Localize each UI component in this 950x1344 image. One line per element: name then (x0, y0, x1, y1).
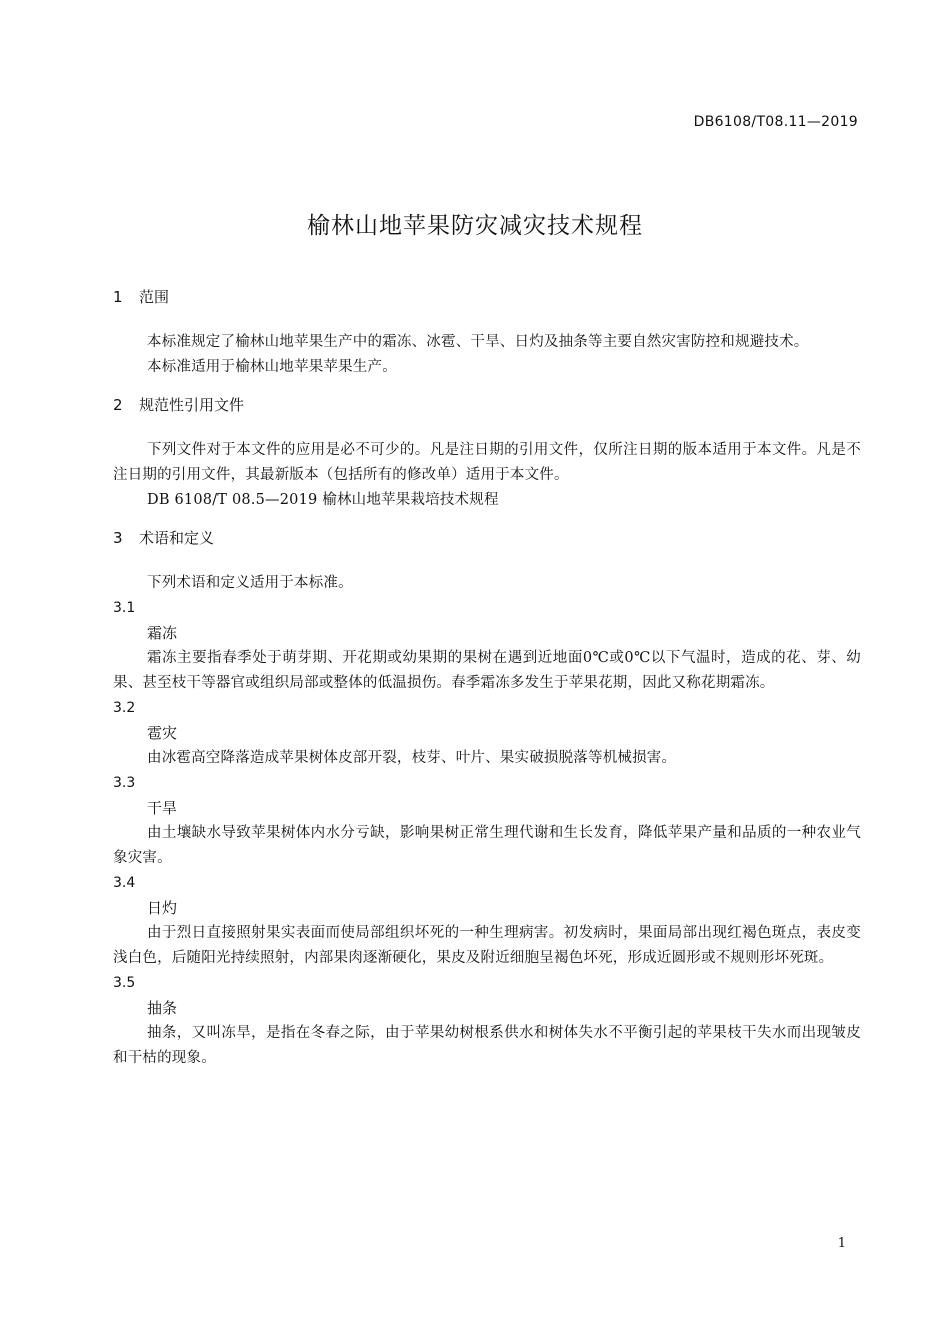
section-heading-terms-definitions (113, 527, 861, 549)
section-number: 1 (113, 288, 123, 306)
section-number: 2 (113, 396, 123, 414)
term-definition: 抽条，又叫冻旱，是指在冬春之际，由于苹果幼树根系供水和树体失水不平衡引起的苹果枝干失水而出现皱皮和干枯的现象。 (113, 1025, 861, 1066)
page-number: 1 (837, 1236, 846, 1251)
section-title: 范围 (139, 288, 170, 306)
section-number: 3 (113, 529, 123, 547)
term-definition: 由冰雹高空降落造成苹果树体皮部开裂，枝芽、叶片、果实破损脱落等机械损害。 (147, 750, 677, 766)
paragraph: 本标准适用于榆林山地苹果苹果生产。 (147, 359, 397, 375)
term-number: 3.3 (113, 775, 136, 791)
document-code: DB6108/T08.11—2019 (693, 114, 858, 130)
term-name: 抽条 (147, 999, 178, 1017)
paragraph: 下列术语和定义适用于本标准。 (147, 575, 353, 591)
reference-document: DB 6108/T 08.5—2019 榆林山地苹果栽培技术规程 (147, 492, 499, 508)
term-name: 日灼 (147, 899, 178, 917)
paragraph: 本标准规定了榆林山地苹果生产中的霜冻、冰雹、干旱、日灼及抽条等主要自然灾害防控和规避技术。 (147, 334, 809, 350)
term-name: 雹灾 (147, 724, 178, 742)
term-definition: 由土壤缺水导致苹果树体内水分亏缺，影响果树正常生理代谢和生长发育，降低苹果产量和品质的一种农业气象灾害。 (113, 825, 861, 866)
paragraph: 下列文件对于本文件的应用是必不可少的。凡是注日期的引用文件，仅所注日期的版本适用于本文件。凡是不注日期的引用文件，其最新版本（包括所有的修改单）适用于本文件。 (113, 442, 861, 483)
term-number: 3.5 (113, 975, 136, 991)
term-number: 3.1 (113, 600, 136, 616)
section-heading-normative-references (113, 394, 861, 416)
term-definition: 霜冻主要指春季处于萌芽期、开花期或幼果期的果树在遇到近地面0℃或0℃以下气温时，造成的花、芽、幼果、甚至枝干等器官或组织局部或整体的低温损伤。春季霜冻多发生于苹果花期，因此又称花期霜冻。 (113, 650, 861, 691)
section-heading-scope (113, 286, 861, 308)
term-number: 3.4 (113, 875, 136, 891)
document-body (113, 286, 861, 1071)
document-title: 榆林山地苹果防灾减灾技术规程 (307, 213, 643, 239)
term-definition: 由于烈日直接照射果实表面而使局部组织坏死的一种生理病害。初发病时，果面局部出现红褐色斑点，表皮变浅白色，后随阳光持续照射，内部果肉逐渐硬化，果皮及附近细胞呈褐色坏死，形成近圆形或不规则形坏死斑。 (113, 925, 861, 966)
term-name: 霜冻 (147, 624, 178, 642)
term-number: 3.2 (113, 700, 136, 716)
term-name: 干旱 (147, 799, 178, 817)
section-title: 规范性引用文件 (139, 396, 245, 414)
section-title: 术语和定义 (139, 529, 215, 547)
